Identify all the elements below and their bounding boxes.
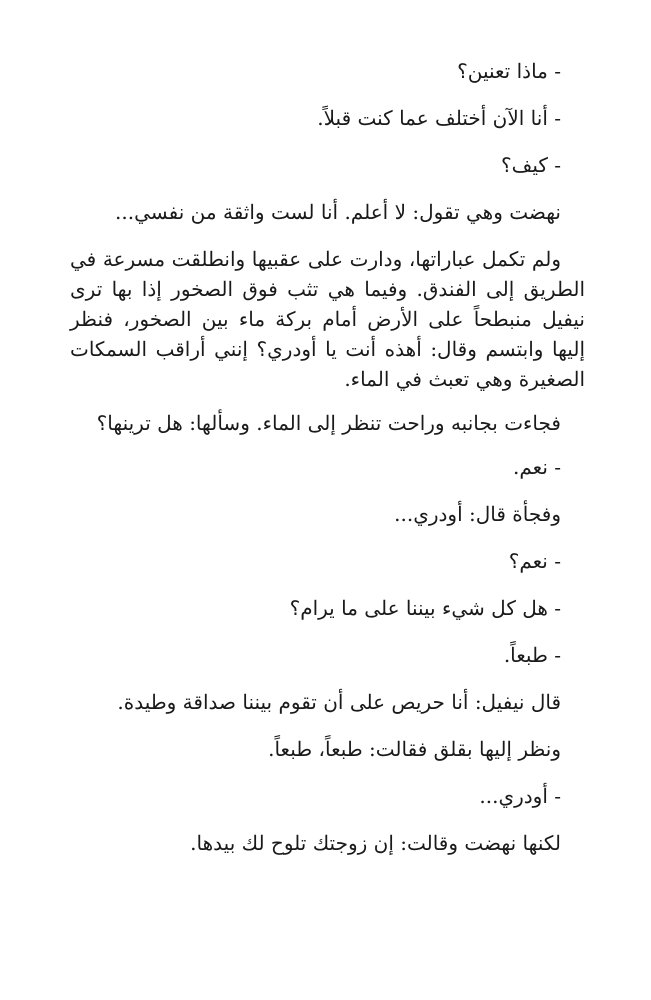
paragraph-5: ولم تكمل عباراتها، ودارت على عقبيها وانطلقت مسرعة في الطريق إلى الفندق. وفيما هي تثب فوق الصخور إذا بها ترى نيفيل منبطحاً على الأرض أمام بركة ماء بين الصخور، فنظر إليها وابتسم وقال: أهذه أنت يا أودري؟ إنني أراقب السمكات الصغيرة وهي تعبث في الماء. xyxy=(70,247,585,391)
paragraph-3: - كيف؟ xyxy=(501,153,561,177)
paragraph-11: - طبعاً. xyxy=(503,643,561,667)
paragraph-8: وفجأة قال: أودري... xyxy=(394,502,561,526)
paragraph-1: - ماذا تعنين؟ xyxy=(457,59,561,83)
paragraph-15: لكنها نهضت وقالت: إن زوجتك تلوح لك بيدها. xyxy=(190,831,561,855)
paragraph-9: - نعم؟ xyxy=(508,549,561,573)
paragraph-13: ونظر إليها بقلق فقالت: طبعاً، طبعاً. xyxy=(268,737,561,761)
paragraph-14: - أودري... xyxy=(479,784,561,808)
paragraph-6: فجاءت بجانبه وراحت تنظر إلى الماء. وسألها: هل ترينها؟ xyxy=(96,411,561,435)
page-text xyxy=(70,56,585,875)
paragraph-7: - نعم. xyxy=(513,455,561,479)
paragraph-12: قال نيفيل: أنا حريص على أن تقوم بيننا صداقة وطيدة. xyxy=(117,690,561,714)
paragraph-10: - هل كل شيء بيننا على ما يرام؟ xyxy=(289,596,561,620)
paragraph-4: نهضت وهي تقول: لا أعلم. أنا لست واثقة من نفسي... xyxy=(115,200,561,224)
paragraph-2: - أنا الآن أختلف عما كنت قبلاً. xyxy=(317,106,561,130)
